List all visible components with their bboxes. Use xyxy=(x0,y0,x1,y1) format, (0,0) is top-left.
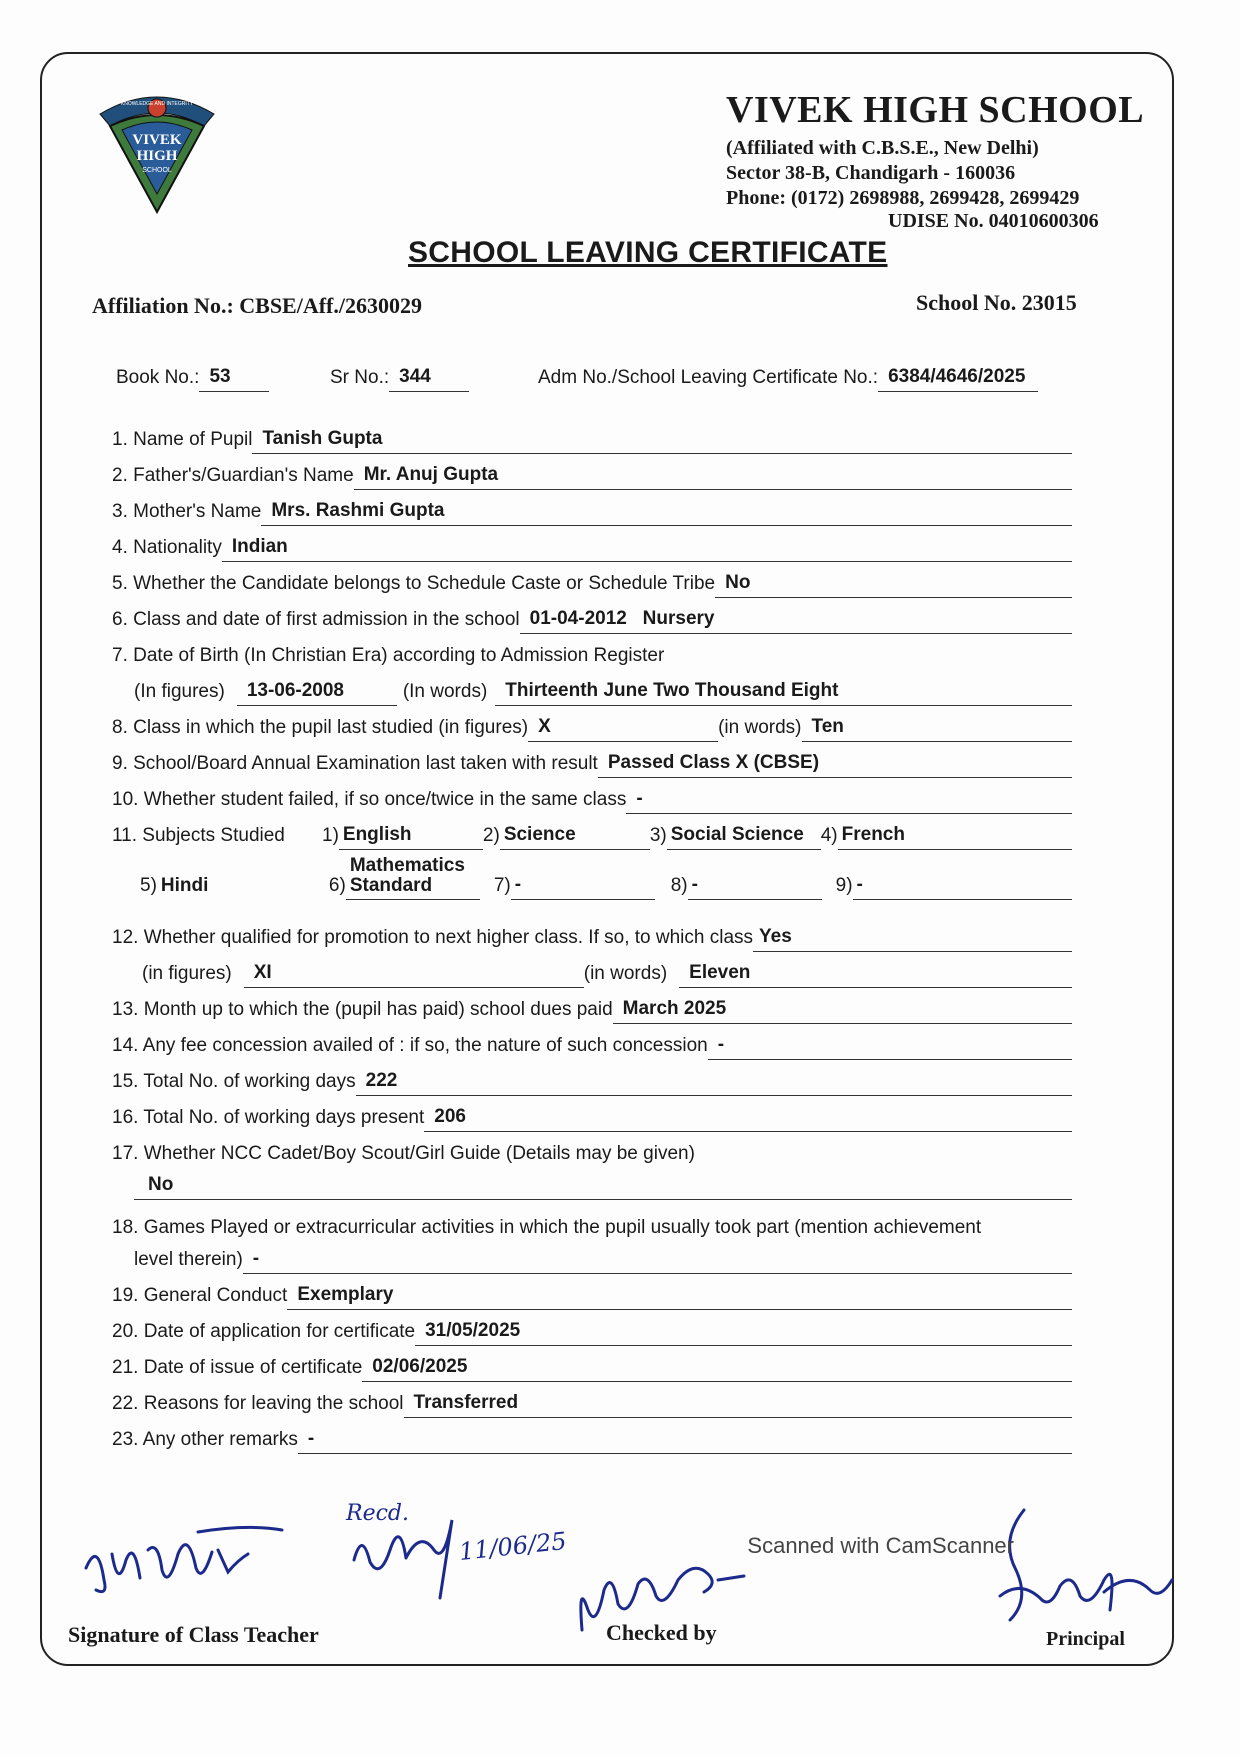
field-5 xyxy=(112,564,1072,598)
subject-1-value: English xyxy=(339,824,483,850)
field-19 xyxy=(112,1276,1072,1310)
subjects-row-2 xyxy=(140,855,1072,900)
field-21 xyxy=(112,1348,1072,1382)
field-11 xyxy=(112,816,1072,850)
field-18-level xyxy=(134,1240,1072,1274)
field-18 xyxy=(112,1208,1072,1242)
field-4 xyxy=(112,528,1072,562)
subject-5-number: 5) xyxy=(140,875,157,896)
field-23-value: - xyxy=(298,1428,1072,1454)
field-10-label: 10. Whether student failed, if so once/twice in the same class xyxy=(112,789,627,810)
field-17-label: 17. Whether NCC Cadet/Boy Scout/Girl Guide (Details may be given) xyxy=(112,1143,695,1164)
field-11-label: 11. Subjects Studied xyxy=(112,825,285,846)
field-16-value: 206 xyxy=(424,1106,1072,1132)
field-8-fig-value: X xyxy=(528,716,718,742)
field-16-label: 16. Total No. of working days present xyxy=(112,1107,425,1128)
field-23-label: 23. Any other remarks xyxy=(112,1429,298,1450)
field-14 xyxy=(112,1026,1072,1060)
logo-text-top: VIVEK xyxy=(132,132,182,148)
adm-label: Adm No./School Leaving Certificate No.: xyxy=(538,367,879,388)
field-3-value: Mrs. Rashmi Gupta xyxy=(261,500,1072,526)
field-8-words-value: Ten xyxy=(802,716,1073,742)
affiliation-line: (Affiliated with C.B.S.E., New Delhi) xyxy=(726,137,1039,159)
field-20-value: 31/05/2025 xyxy=(415,1320,1072,1346)
sr-number-row xyxy=(330,366,469,392)
field-18-label: 18. Games Played or extracurricular activities in which the pupil usually took part (mention achievement xyxy=(112,1217,982,1238)
field-12-class xyxy=(142,954,1072,988)
subject-2-number: 2) xyxy=(482,825,500,846)
field-12-words-label: (in words) xyxy=(583,963,668,984)
field-14-label: 14. Any fee concession availed of : if so, the nature of such concession xyxy=(112,1035,708,1056)
subject-3-number: 3) xyxy=(649,825,667,846)
field-13-value: March 2025 xyxy=(613,998,1072,1024)
subject-9-value: - xyxy=(853,874,1072,900)
udise-number: UDISE No. 04010600306 xyxy=(888,210,1099,232)
field-4-value: Indian xyxy=(222,536,1072,562)
field-9-label: 9. School/Board Annual Examination last taken with result xyxy=(112,753,598,774)
field-7-words-label: (In words) xyxy=(402,681,488,702)
affiliation-number: Affiliation No.: CBSE/Aff./2630029 xyxy=(92,293,422,318)
field-22-label: 22. Reasons for leaving the school xyxy=(112,1393,404,1414)
book-value: 53 xyxy=(199,366,269,392)
field-7-label: 7. Date of Birth (In Christian Era) according to Admission Register xyxy=(112,645,665,666)
subject-6-number: 6) xyxy=(328,875,346,896)
logo-text-mid: HIGH xyxy=(136,148,178,164)
field-17-value: No xyxy=(134,1174,1072,1200)
field-5-label: 5. Whether the Candidate belongs to Schedule Caste or Schedule Tribe xyxy=(112,573,716,594)
field-12-value: Yes xyxy=(753,926,1072,952)
field-8-label: 8. Class in which the pupil last studied (in figures) xyxy=(112,717,529,738)
subject-6-line-1: Mathematics xyxy=(349,855,465,876)
field-6-label: 6. Class and date of first admission in the school xyxy=(112,609,520,630)
subject-4-value: French xyxy=(838,824,1072,850)
field-2-value: Mr. Anuj Gupta xyxy=(354,464,1072,490)
school-logo xyxy=(96,86,218,216)
field-15-label: 15. Total No. of working days xyxy=(112,1071,356,1092)
subject-8-value: - xyxy=(688,874,822,900)
subject-3-value: Social Science xyxy=(667,824,821,850)
field-3-label: 3. Mother's Name xyxy=(112,501,262,522)
field-7-dob xyxy=(134,672,1072,706)
received-note: Recd. xyxy=(346,1501,409,1526)
field-16 xyxy=(112,1098,1072,1132)
subject-2-value: Science xyxy=(500,824,650,850)
field-7 xyxy=(112,636,1072,670)
field-1-value: Tanish Gupta xyxy=(252,428,1072,454)
subject-9-number: 9) xyxy=(835,875,853,896)
field-13-label: 13. Month up to which the (pupil has paid) school dues paid xyxy=(112,999,613,1020)
field-20-label: 20. Date of application for certificate xyxy=(112,1321,416,1342)
school-name: VIVEK HIGH SCHOOL xyxy=(726,89,1145,131)
field-7-fig-label: (In figures) xyxy=(134,681,225,702)
subject-5-value: Hindi xyxy=(160,875,209,896)
received-signature xyxy=(340,1490,580,1610)
field-1 xyxy=(112,420,1072,454)
principal-label: Principal xyxy=(1046,1628,1125,1650)
class-teacher-signature xyxy=(78,1520,288,1600)
field-7-fig-value: 13-06-2008 xyxy=(237,680,397,706)
school-phone: Phone: (0172) 2698988, 2699428, 2699429 xyxy=(726,187,1080,209)
field-13 xyxy=(112,990,1072,1024)
field-2-label: 2. Father's/Guardian's Name xyxy=(112,465,354,486)
subject-8-number: 8) xyxy=(670,875,688,896)
field-17-value-row xyxy=(134,1166,1072,1200)
field-12 xyxy=(112,918,1072,952)
field-2 xyxy=(112,456,1072,490)
sr-value: 344 xyxy=(389,366,469,392)
field-9-value: Passed Class X (CBSE) xyxy=(598,752,1072,778)
field-12-fig-value: XI xyxy=(244,962,584,988)
field-14-value: - xyxy=(708,1034,1072,1060)
field-7-words-value: Thirteenth June Two Thousand Eight xyxy=(495,680,1072,706)
field-23 xyxy=(112,1420,1072,1454)
field-10 xyxy=(112,780,1072,814)
book-number-row xyxy=(116,366,269,392)
field-21-value: 02/06/2025 xyxy=(362,1356,1072,1382)
field-6 xyxy=(112,600,1072,634)
received-date: 11/06/25 xyxy=(457,1526,568,1566)
field-19-value: Exemplary xyxy=(287,1284,1072,1310)
school-contact-block xyxy=(726,136,1079,211)
field-12-label: 12. Whether qualified for promotion to next higher class. If so, to which class xyxy=(112,927,754,948)
adm-value: 6384/4646/2025 xyxy=(878,366,1038,392)
school-address: Sector 38-B, Chandigarh - 160036 xyxy=(726,162,1016,184)
field-15 xyxy=(112,1062,1072,1096)
field-8 xyxy=(112,708,1072,742)
field-3 xyxy=(112,492,1072,526)
checked-by-label: Checked by xyxy=(606,1620,717,1645)
field-22-value: Transferred xyxy=(404,1392,1072,1418)
field-21-label: 21. Date of issue of certificate xyxy=(112,1357,363,1378)
field-19-label: 19. General Conduct xyxy=(112,1285,288,1306)
field-18-value: - xyxy=(243,1248,1072,1274)
field-12-fig-label: (in figures) xyxy=(142,963,232,984)
field-18-label-2: level therein) xyxy=(134,1249,243,1270)
subject-1-number: 1) xyxy=(322,825,339,846)
subject-7-value: - xyxy=(511,874,655,900)
subject-7-number: 7) xyxy=(493,875,511,896)
school-number: School No. 23015 xyxy=(916,290,1077,315)
logo-ring-text: KNOWLEDGE AND INTEGRITY xyxy=(120,101,194,107)
certificate-title: SCHOOL LEAVING CERTIFICATE xyxy=(408,236,888,269)
principal-signature xyxy=(980,1500,1180,1630)
field-5-value: No xyxy=(715,572,1072,598)
sr-label: Sr No.: xyxy=(330,367,390,388)
field-10-value: - xyxy=(626,788,1072,814)
field-6-value: 01-04-2012 Nursery xyxy=(520,608,1072,634)
field-22 xyxy=(112,1384,1072,1418)
subject-6-value xyxy=(346,856,480,900)
camscanner-watermark: Scanned with CamScanner xyxy=(747,1533,1014,1558)
field-15-value: 222 xyxy=(356,1070,1072,1096)
field-4-label: 4. Nationality xyxy=(112,537,222,558)
subject-4-number: 4) xyxy=(820,825,838,846)
field-1-label: 1. Name of Pupil xyxy=(112,429,253,450)
field-8-words-label: (in words) xyxy=(718,717,802,738)
field-9 xyxy=(112,744,1072,778)
field-20 xyxy=(112,1312,1072,1346)
subject-6-line-2: Standard xyxy=(349,875,433,896)
book-label: Book No.: xyxy=(116,367,200,388)
field-17 xyxy=(112,1134,1072,1168)
field-12-words-value: Eleven xyxy=(679,962,1072,988)
adm-number-row xyxy=(538,366,1038,392)
class-teacher-label: Signature of Class Teacher xyxy=(68,1622,319,1647)
logo-text-bottom: SCHOOL xyxy=(142,167,172,174)
